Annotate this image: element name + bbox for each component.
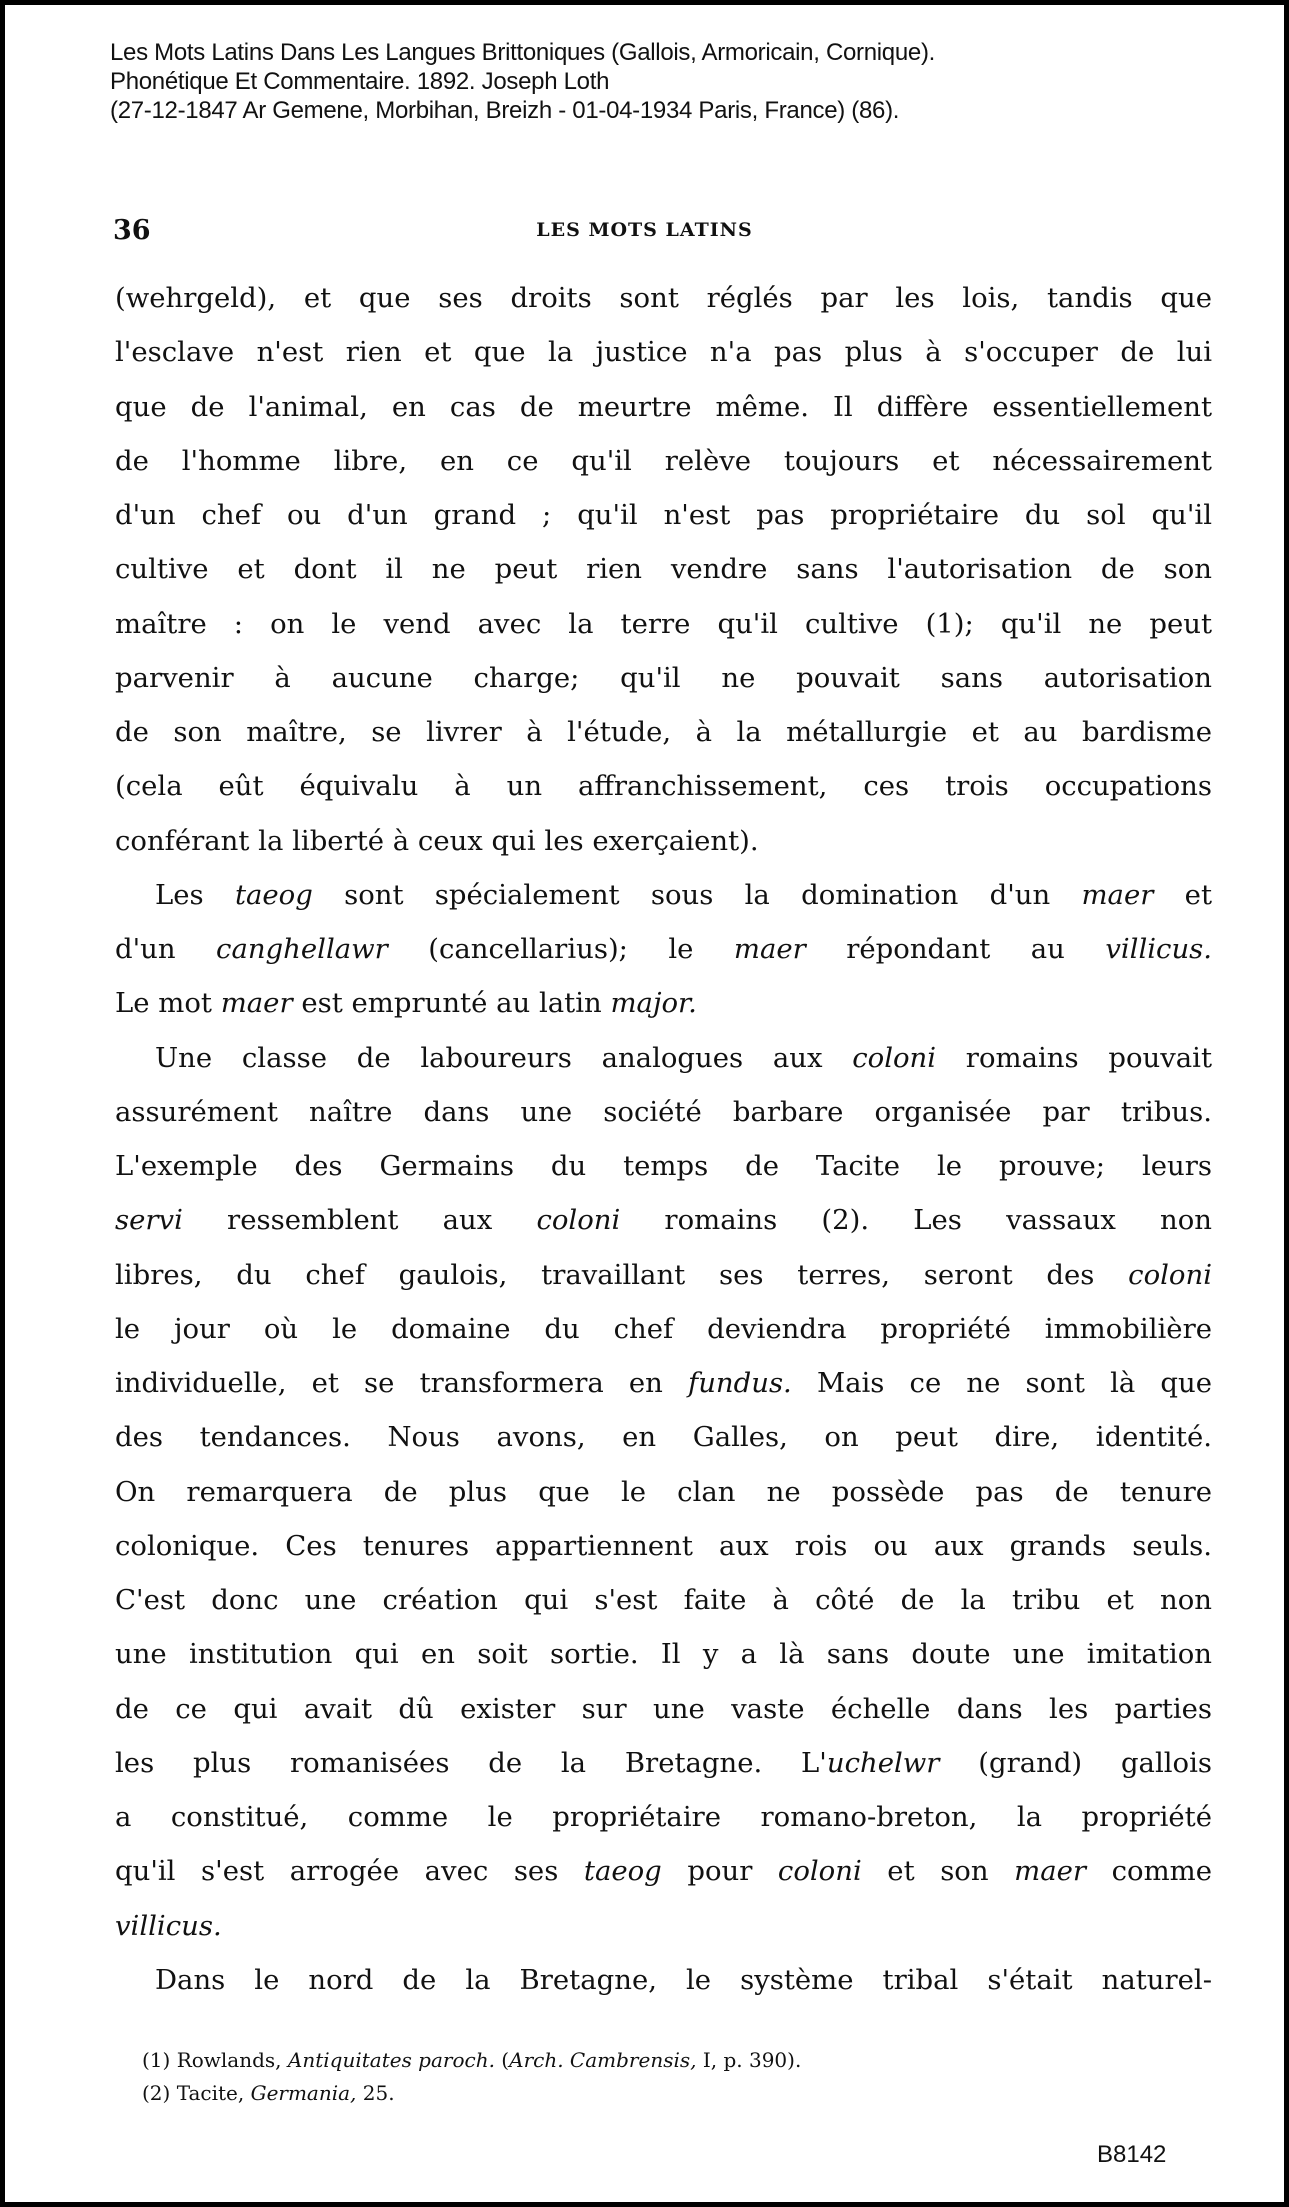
text-line: [115, 821, 1212, 875]
italic-text: maer: [220, 987, 293, 1020]
text-segment: libres, du chef gaulois, travaillant ses terres, seront des: [115, 1258, 1129, 1291]
text-segment: parvenir à aucune charge; qu'il ne pouvait sans autorisation: [115, 661, 1212, 694]
text-line: [115, 441, 1212, 495]
text-line: [115, 1309, 1212, 1363]
italic-text: Arch. Cambrensis,: [509, 2048, 697, 2072]
footnote: [142, 2078, 801, 2111]
text-line: [115, 278, 1212, 332]
text-segment: romains (2). Les vassaux non: [620, 1204, 1212, 1237]
text-segment: comme: [1086, 1855, 1212, 1888]
text-segment: qu'il s'est arrogée avec ses: [115, 1855, 584, 1888]
text-line: [115, 1092, 1212, 1146]
text-segment: Une classe de laboureurs analogues aux: [155, 1041, 853, 1074]
text-segment: (grand) gallois: [939, 1746, 1212, 1779]
italic-text: Antiquitates paroch.: [287, 2048, 495, 2072]
text-segment: individuelle, et se transformera en: [115, 1367, 689, 1399]
text-line: [115, 387, 1212, 441]
text-segment: (cancellarius); le: [387, 933, 734, 965]
text-segment: (: [494, 2048, 510, 2072]
text-segment: le jour où le domaine du chef deviendra propriété immobilière: [115, 1312, 1212, 1345]
catalog-code: B8142: [1097, 2141, 1167, 2168]
page-number: 36: [113, 215, 151, 246]
text-segment: 25.: [356, 2081, 395, 2105]
text-line: [115, 1363, 1212, 1417]
text-segment: d'un: [115, 933, 217, 965]
italic-text: maer: [1014, 1855, 1087, 1888]
italic-text: taeog: [234, 878, 313, 911]
text-line: [115, 1146, 1212, 1200]
italic-text: coloni: [777, 1855, 862, 1888]
text-line: [115, 766, 1212, 820]
text-segment: une institution qui en soit sortie. Il y a là sans doute une imitation: [115, 1638, 1212, 1671]
text-segment: Le mot: [115, 987, 221, 1020]
text-segment: (2) Tacite,: [142, 2081, 251, 2105]
text-segment: ressemblent aux: [182, 1204, 537, 1237]
text-segment: de son maître, se livrer à l'étude, à la métallurgie et au bardisme: [115, 716, 1212, 748]
text-line: [115, 1851, 1212, 1905]
text-segment: des tendances. Nous avons, en Galles, on peut dire, identité.: [115, 1421, 1212, 1454]
document-page: [5, 5, 1284, 2202]
italic-text: fundus.: [688, 1367, 792, 1399]
text-segment: de ce qui avait dû exister sur une vaste échelle dans les parties: [115, 1692, 1212, 1725]
text-segment: romains pouvait: [936, 1041, 1212, 1074]
text-segment: Les: [155, 878, 235, 911]
text-segment: les plus romanisées de la Bretagne. L': [115, 1746, 827, 1779]
italic-text: coloni: [852, 1041, 937, 1074]
italic-text: uchelwr: [826, 1746, 940, 1779]
text-segment: sont spécialement sous la domination d'un: [312, 878, 1082, 911]
text-segment: maître : on le vend avec la terre qu'il cultive (1); qu'il ne peut: [115, 607, 1212, 640]
text-segment: l'esclave n'est rien et que la justice n'a pas plus à s'occuper de lui: [115, 336, 1212, 369]
italic-text: coloni: [536, 1204, 621, 1237]
text-line: [115, 1255, 1212, 1309]
text-segment: Mais ce ne sont là que: [791, 1367, 1212, 1399]
italic-text: coloni: [1128, 1258, 1212, 1291]
text-segment: et: [1153, 878, 1212, 911]
text-segment: cultive et dont il ne peut rien vendre sans l'autorisation de son: [115, 553, 1212, 586]
text-segment: L'exemple des Germains du temps de Tacite le prouve; leurs: [115, 1150, 1212, 1182]
italic-text: servi: [115, 1204, 183, 1237]
text-segment: Dans le nord de la Bretagne, le système tribal s'était naturel-: [155, 1963, 1212, 1996]
running-title: LES MOTS LATINS: [536, 219, 753, 241]
text-segment: I, p. 390).: [696, 2048, 802, 2072]
text-line: [115, 875, 1212, 929]
text-segment: colonique. Ces tenures appartiennent aux rois ou aux grands seuls.: [115, 1529, 1212, 1562]
text-segment: de l'homme libre, en ce qu'il relève toujours et nécessairement: [115, 444, 1212, 477]
italic-text: canghellawr: [216, 933, 388, 965]
footnotes: [142, 2045, 801, 2111]
text-line: [115, 1526, 1212, 1580]
text-line: [115, 929, 1212, 983]
text-segment: (wehrgeld), et que ses droits sont réglés par les lois, tandis que: [115, 282, 1212, 314]
italic-text: villicus.: [1105, 933, 1213, 965]
text-line: [115, 549, 1212, 603]
italic-text: maer: [733, 933, 806, 965]
text-segment: conférant la liberté à ceux qui les exerçaient).: [115, 824, 759, 857]
italic-text: Germania,: [250, 2081, 357, 2105]
text-segment: est emprunté au latin: [292, 987, 611, 1020]
text-line: [115, 495, 1212, 549]
text-line: [115, 1906, 1212, 1960]
text-segment: répondant au: [805, 933, 1106, 965]
text-line: [115, 1743, 1212, 1797]
text-segment: (1) Rowlands,: [142, 2048, 288, 2072]
text-line: [115, 332, 1212, 386]
body-text: [115, 278, 1212, 2014]
text-segment: (cela eût équivalu à un affranchissement, ces trois occupations: [115, 770, 1212, 803]
italic-text: villicus.: [115, 1909, 222, 1942]
text-segment: a constitué, comme le propriétaire romano-breton, la propriété: [115, 1801, 1212, 1833]
text-segment: que de l'animal, en cas de meurtre même. Il diffère essentiellement: [115, 390, 1212, 423]
text-line: [115, 604, 1212, 658]
italic-text: maer: [1081, 878, 1154, 911]
header-title-line-3: (27-12-1847 Ar Gemene, Morbihan, Breizh - 01-04-1934 Paris, France) (86).: [110, 97, 900, 124]
header-title-line-2: Phonétique Et Commentaire. 1892. Joseph Loth: [110, 68, 610, 95]
text-segment: On remarquera de plus que le clan ne possède pas de tenure: [115, 1475, 1212, 1508]
text-segment: C'est donc une création qui s'est faite à côté de la tribu et non: [115, 1584, 1212, 1616]
text-line: [115, 1200, 1212, 1254]
text-line: [115, 1417, 1212, 1471]
italic-text: major.: [610, 987, 697, 1020]
text-segment: assurément naître dans une société barbare organisée par tribus.: [115, 1095, 1212, 1128]
header-title-line-1: Les Mots Latins Dans Les Langues Brittoniques (Gallois, Armoricain, Cornique).: [110, 39, 936, 66]
text-segment: et son: [861, 1855, 1015, 1888]
text-segment: pour: [661, 1855, 778, 1888]
text-line: [115, 1580, 1212, 1634]
text-line: [115, 1038, 1212, 1092]
italic-text: taeog: [583, 1855, 662, 1888]
text-line: [115, 1797, 1212, 1851]
text-segment: d'un chef ou d'un grand ; qu'il n'est pas propriétaire du sol qu'il: [115, 499, 1212, 531]
text-line: [115, 712, 1212, 766]
text-line: [115, 1634, 1212, 1688]
text-line: [115, 983, 1212, 1037]
text-line: [115, 1689, 1212, 1743]
text-line: [115, 658, 1212, 712]
text-line: [115, 1472, 1212, 1526]
footnote: [142, 2045, 801, 2078]
text-line: [115, 1960, 1212, 2014]
